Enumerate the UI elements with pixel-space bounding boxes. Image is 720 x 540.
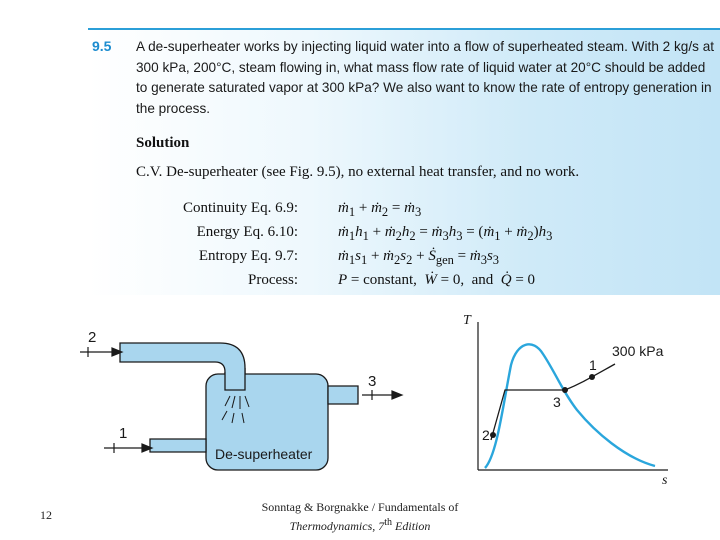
equation-label-continuity: Continuity Eq. 6.9: bbox=[182, 200, 298, 216]
citation-line-1: Sonntag & Borgnakke / Fundamentals of bbox=[261, 500, 459, 514]
panel-top-rule bbox=[88, 28, 720, 30]
problem-number: 9.5 bbox=[92, 38, 112, 54]
entropy-equation: $ṁ_1s_1$ + $ṁ_2s_2$ + Ṡ$_{gen}$ = $ṁ_3s_3$ bbox=[338, 248, 500, 267]
state-2-point bbox=[490, 432, 496, 438]
solution-title: Solution bbox=[136, 135, 190, 151]
process-equation: P = constant, Ẇ = 0, and Q̇ = 0 bbox=[338, 272, 536, 288]
equation-label-energy: Energy Eq. 6.10: bbox=[196, 224, 298, 240]
energy-equation: $ṁ_1h_1$ + $ṁ_2h_2$ = $ṁ_3h_3$ = (ṁ$_1$ + $ṁ_2)h_3$ bbox=[338, 224, 553, 243]
saturation-dome bbox=[485, 344, 655, 468]
citation-line-2: Thermodynamics, 7 bbox=[289, 519, 385, 533]
problem-statement: A de-superheater works by injecting liquid water into a flow of superheated steam. With 2 kg/s at 300 kPa, 200°C, steam flowing in, what mass flow rate of liquid water at 20°C should be added to generate saturated vapor at 300 kPa? We also want to know the rate of entropy generation in the process. bbox=[136, 39, 715, 116]
device-label: De-superheater bbox=[215, 446, 313, 462]
equation-label-entropy: Entropy Eq. 9.7: bbox=[198, 248, 298, 264]
state-1-point bbox=[589, 374, 595, 380]
state-label-3: 3 bbox=[553, 394, 561, 410]
citation-footer bbox=[250, 500, 470, 534]
s-axis-label: s bbox=[662, 473, 668, 488]
citation-sup: th bbox=[384, 517, 393, 528]
water-inlet-pipe bbox=[150, 439, 206, 452]
control-volume-line: C.V. De-superheater (see Fig. 9.5), no external heat transfer, and no work. bbox=[136, 164, 580, 180]
outlet-pipe bbox=[328, 386, 358, 404]
ts-diagram bbox=[455, 310, 715, 490]
desuperheater-schematic bbox=[60, 302, 420, 480]
continuity-equation: ṁ$_1$ + ṁ$_2$ = ṁ$_3$ bbox=[338, 200, 422, 219]
stream-label-1: 1 bbox=[119, 425, 128, 442]
pressure-label: 300 kPa bbox=[612, 343, 664, 359]
state-label-2: 2 bbox=[482, 427, 490, 443]
state-3-point bbox=[562, 387, 568, 393]
page-number: 12 bbox=[40, 508, 52, 522]
stream-label-2: 2 bbox=[88, 329, 97, 346]
t-axis-label: T bbox=[463, 313, 471, 328]
equation-label-process: Process: bbox=[248, 272, 298, 288]
state-label-1: 1 bbox=[589, 357, 597, 373]
stream-label-3: 3 bbox=[368, 373, 377, 390]
citation-tail: Edition bbox=[392, 519, 431, 533]
